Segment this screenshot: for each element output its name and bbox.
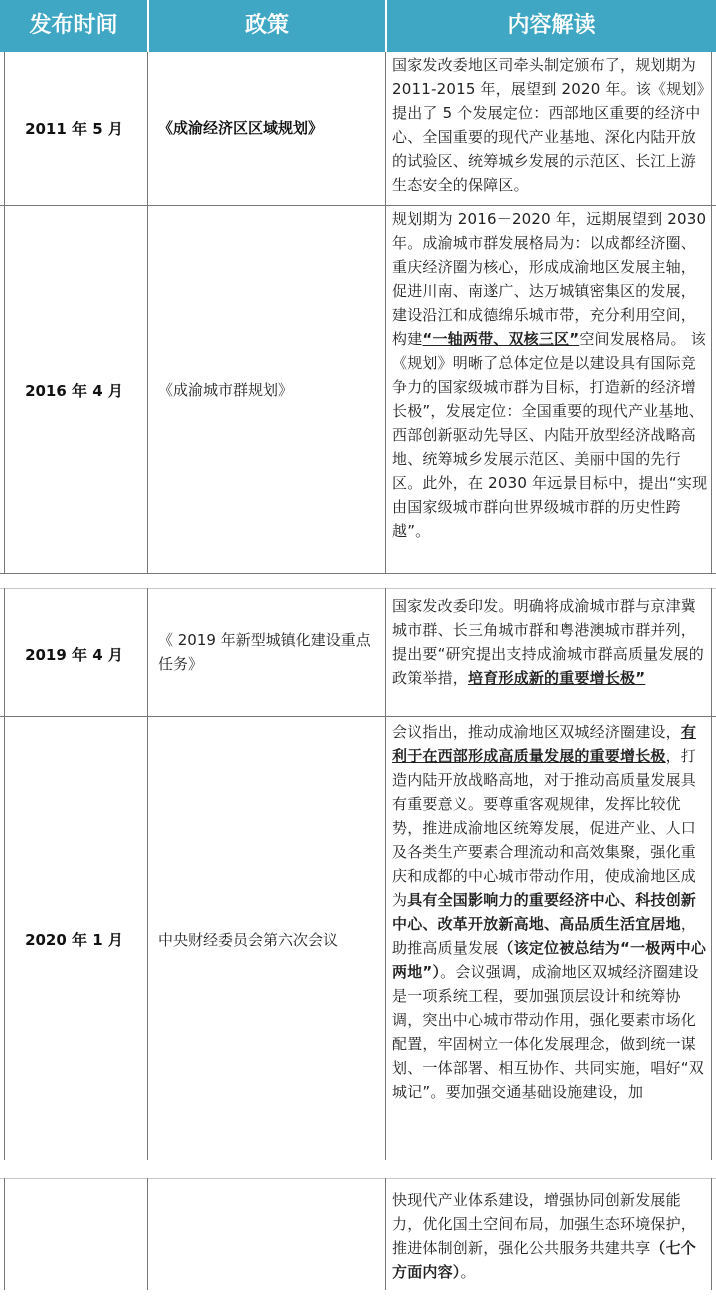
row-description: 国家发改委地区司牵头制定颁布了，规划期为 2011-2015 年，展望到 2020 年。该《规划》提出了 5 个发展定位：西部地区重要的经济中心、全国重要的现代产业基地、深化内陆开放的试验区、统筹城乡发展的示范区、长江上游生态安全的保障区。 <box>392 56 705 194</box>
table-section <box>0 588 716 1160</box>
row-date: 2011 年 5 月 <box>25 120 123 138</box>
row-policy: 《成渝城市群规划》 <box>158 381 294 399</box>
header-policy: 政策 <box>244 13 289 38</box>
row-description: 规划期为 2016－2020 年，远期展望到 2030 年。成渝城市群发展格局为：以成都经济圈、重庆经济圈为核心，形成成渝地区发展主轴，促进川南、南遂广、达万城镇密集区的发展，建设沿江和成德绵乐城市带，充分利用空间，构建“一轴两带、双核三区”空间发展格局。 该《规划》明晰了总体定位是以建设具有国际竞争力的国家级城市群为目标，打造新的经济增长极”，发展定位：全国重要的现代产业基地、西部创新驱动先导区、内陆开放型经济战略高地、统筹城乡发展示范区、美丽中国的先行区。此外，在 2030 年远景目标中，提出“实现由国家级城市群向世界级城市群的历史性跨越”。 <box>392 210 708 540</box>
table-section <box>0 1178 716 1290</box>
row-date: 2016 年 4 月 <box>25 382 123 400</box>
row-description: 快现代产业体系建设，增强协同创新发展能力，优化国土空间布局，加强生态环境保护，推进体制创新，强化公共服务共建共享（七个方面内容）。 <box>392 1191 697 1281</box>
header-interpretation: 内容解读 <box>507 13 596 38</box>
row-description: 会议指出，推动成渝地区双城经济圈建设，有利于在西部形成高质量发展的重要增长极，打造内陆开放战略高地，对于推动高质量发展具有重要意义。要尊重客观规律，发挥比较优势，推进成渝地区统筹发展，促进产业、人口及各类生产要素合理流动和高效集聚，强化重庆和成都的中心城市带动作用，使成渝地区成为具有全国影响力的重要经济中心、科技创新中心、改革开放新高地、高品质生活宜居地，助推高质量发展（该定位被总结为“一极两中心两地”）。会议强调，成渝地区双城经济圈建设是一项系统工程，要加强顶层设计和统筹协调，突出中心城市带动作用，强化要素市场化配置，牢固树立一体化发展理念，做到统一谋划、一体部署、相互协作、共同实施，唱好“双城记”。要加强交通基础设施建设，加 <box>392 723 707 1101</box>
row-description: 国家发改委印发。明确将成渝城市群与京津冀城市群、长三角城市群和粤港澳城市群并列，提出要“研究提出支持成渝城市群高质量发展的政策举措，培育形成新的重要增长极” <box>392 597 704 687</box>
header-date: 发布时间 <box>29 13 118 38</box>
table-header <box>0 0 716 52</box>
table-section <box>0 52 716 574</box>
row-date: 2019 年 4 月 <box>25 646 123 664</box>
row-date: 2020 年 1 月 <box>25 931 123 949</box>
row-policy: 《成渝经济区区域规划》 <box>158 119 324 137</box>
row-policy: 《 2019 年新型城镇化建设重点任务》 <box>158 631 371 673</box>
row-policy: 中央财经委员会第六次会议 <box>158 931 339 949</box>
